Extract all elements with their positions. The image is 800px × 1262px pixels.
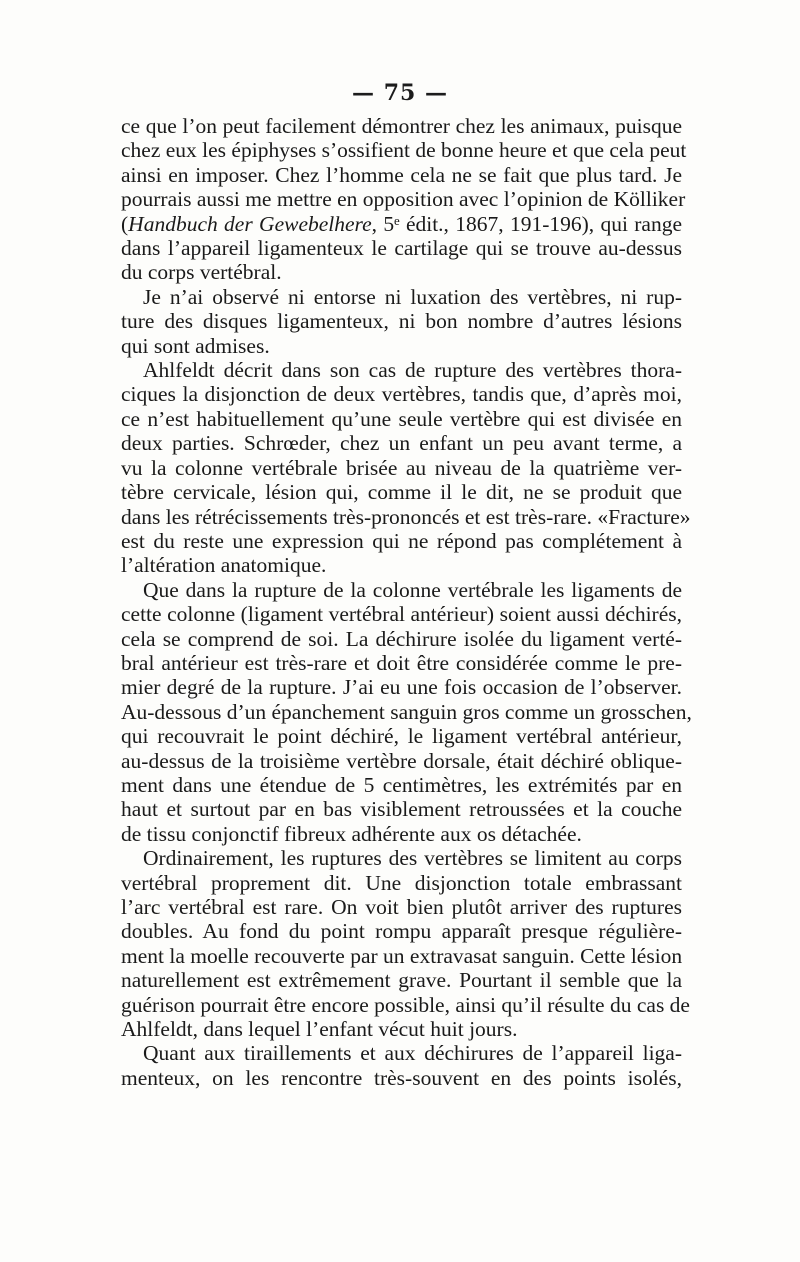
text-line: ment la moelle recouverte par un extravasat sanguin. Cette lésion	[121, 943, 683, 968]
text-line: guérison pourrait être encore possible, ainsi qu’il résulte du cas de	[121, 992, 690, 1017]
text-line: ciques la disjonction de deux vertèbres, tandis que, d’après moi,	[121, 382, 682, 407]
text-line: Que dans la rupture de la colonne vertébrale les ligaments de	[143, 577, 682, 602]
text-line: Ordinairement, les ruptures des vertèbres se limitent au corps	[143, 846, 682, 871]
text-line: mier degré de la rupture. J’ai eu une fois occasion de l’observer.	[121, 675, 682, 700]
book-title: Handbuch der Gewebelhere	[128, 211, 372, 236]
text-line: ce n’est habituellement qu’une seule vertèbre qui est divisée en	[121, 406, 682, 431]
page-number: — 75 —	[352, 80, 448, 106]
text-line: doubles. Au fond du point rompu apparaît presque régulière-	[121, 919, 682, 944]
text-line: Quant aux tiraillements et aux déchirures de l’appareil liga-	[143, 1041, 682, 1066]
text-line: est du reste une expression qui ne répond pas complétement à	[121, 528, 682, 553]
text-line: vertébral proprement dit. Une disjonction totale embrassant	[121, 870, 682, 895]
text-line: qui recouvrait le point déchiré, le ligament vertébral antérieur,	[121, 724, 682, 749]
text-line: cette colonne (ligament vertébral antérieur) soient aussi déchirés,	[121, 602, 682, 627]
text-line: du corps vertébral.	[121, 260, 282, 285]
text-line: au-dessus de la troisième vertèbre dorsale, était déchiré oblique-	[121, 748, 682, 773]
text-line: deux parties. Schrœder, chez un enfant un peu avant terme, a	[121, 431, 682, 456]
text-line: qui sont admises.	[121, 333, 270, 358]
text-line: cela se comprend de soi. La déchirure isolée du ligament verté-	[121, 626, 682, 651]
text-line: chez eux les épiphyses s’ossifient de bonne heure et que cela peut	[121, 138, 687, 163]
body-text	[121, 114, 692, 1090]
text-line: l’altération anatomique.	[121, 553, 327, 578]
text-line: dans les rétrécissements très-prononcés et est très-rare. «Fracture»	[121, 504, 691, 529]
text-line: menteux, on les rencontre très-souvent en des points isolés,	[121, 1065, 682, 1090]
text-line: vu la colonne vertébrale brisée au niveau de la quatrième ver-	[121, 455, 682, 480]
text-line: Au-dessous d’un épanchement sanguin gros comme un grosschen,	[121, 699, 692, 724]
text-line: l’arc vertébral est rare. On voit bien plutôt arriver des ruptures	[121, 895, 682, 919]
text-line: Ahlfeldt décrit dans son cas de rupture des vertèbres thora-	[143, 358, 682, 383]
text-line: ce que l’on peut facilement démontrer chez les animaux, puisque	[121, 114, 682, 138]
text-line: Je n’ai observé ni entorse ni luxation des vertèbres, ni rup-	[143, 284, 682, 309]
text-line: tèbre cervicale, lésion qui, comme il le dit, ne se produit que	[121, 480, 682, 505]
text-line: ture des disques ligamenteux, ni bon nombre d’autres lésions	[121, 309, 682, 334]
text-fragment: , 5ᵉ édit., 1867, 191-196), qui range	[371, 211, 682, 236]
text-line: ainsi en imposer. Chez l’homme cela ne se fait que plus tard. Je	[121, 162, 682, 187]
text-line: Ahlfeldt, dans lequel l’enfant vécut huit jours.	[121, 1017, 518, 1042]
text-line: de tissu conjonctif fibreux adhérente aux os détachée.	[121, 821, 582, 846]
text-line: haut et surtout par en bas visiblement retroussées et la couche	[121, 797, 682, 822]
text-line: bral antérieur est très-rare et doit être considérée comme le pre-	[121, 650, 682, 675]
text-line: ment dans une étendue de 5 centimètres, les extrémités par en	[121, 772, 682, 797]
text-line: dans l’appareil ligamenteux le cartilage qui se trouve au-dessus	[121, 236, 682, 261]
text-line	[121, 212, 682, 236]
text-line: naturellement est extrêmement grave. Pourtant il semble que la	[121, 968, 682, 993]
text-fragment: (	[121, 211, 129, 236]
text-line: pourrais aussi me mettre en opposition avec l’opinion de Kölliker	[121, 187, 686, 212]
